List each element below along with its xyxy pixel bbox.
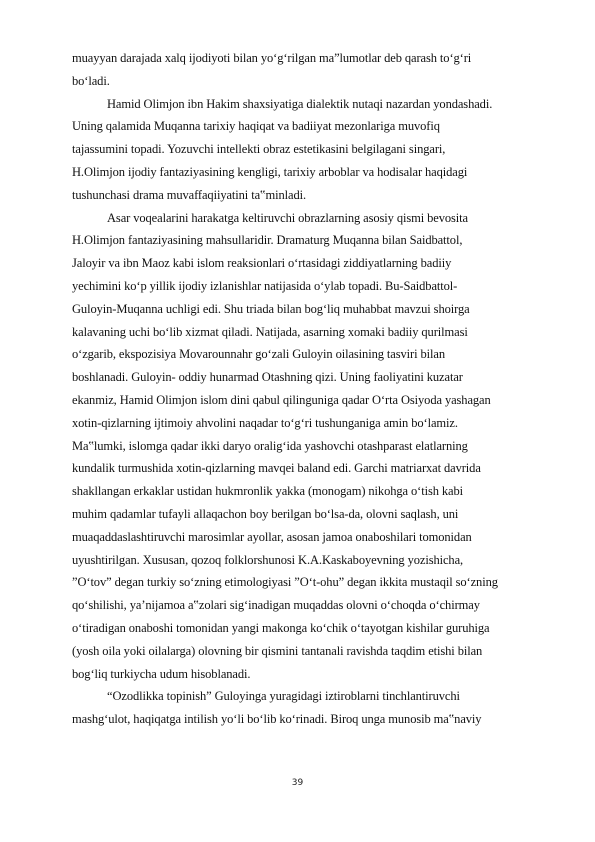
text-line: kundalik turmushida xotin-qizlarning mavqei baland edi. Garchi matriarxat davrida (72, 461, 481, 476)
text-line: Jaloyir va ibn Maoz kabi islom reaksionlari o‘rtasidagi ziddiyatlarning badiiy (72, 256, 452, 271)
text-line: qo‘shilishi, ya’nijamoa a‟zolari sig‘inadigan muqaddas olovni o‘choqda o‘chirmay (72, 598, 480, 613)
text-line: kalavaning uchi bo‘lib xizmat qiladi. Natijada, asarning xomaki badiiy qurilmasi (72, 324, 468, 339)
text-line: tushunchasi drama muvaffaqiiyatini ta‟minladi. (72, 187, 306, 202)
text-line: ekanmiz, Hamid Olimjon islom dini qabul qilinguniga qadar O‘rta Osiyoda yashagan (72, 392, 491, 407)
text-line: (yosh oila yoki oilalarga) olovning bir qismini tantanali ravishda taqdim etishi bilan (72, 643, 483, 658)
text-line: shakllangan erkaklar ustidan hukmronlik yakka (monogam) nikohga o‘tish kabi (72, 484, 464, 499)
text-line: yechimini ko‘p yillik ijodiy izlanishlar natijasida o‘ylab topadi. Bu-Saidbattol- (72, 278, 458, 293)
text-line: xotin-qizlarning ijtimoiy ahvolini naqadar to‘g‘ri tushunganiga amin bo‘lamiz. (72, 415, 458, 430)
text-line: o‘tiradigan onaboshi tomonidan yangi makonga ko‘chik o‘tayotgan kishilar guruhiga (72, 620, 490, 635)
text-line: o‘zgarib, ekspozisiya Movarounnahr go‘zali Guloyin oilasining tasviri bilan (72, 347, 445, 362)
text-line: H.Olimjon fantaziyasining mahsullaridir. Dramaturg Muqanna bilan Saidbattol, (72, 233, 463, 248)
page-number: 39 (291, 778, 304, 788)
text-line: Guloyin-Muqanna uchligi edi. Shu triada bilan bog‘liq muhabbat mavzui shoirga (72, 301, 470, 316)
text-line: Uning qalamida Muqanna tarixiy haqiqat va badiiyat mezonlariga muvofiq (72, 119, 440, 134)
text-line: muayyan darajada xalq ijodiyoti bilan yo‘g‘rilgan ma”lumotlar deb qarash to‘g‘ri (72, 51, 472, 65)
paragraph-first-line: Hamid Olimjon ibn Hakim shaxsiyatiga dialektik nutaqi nazardan yondashadi. (107, 96, 493, 111)
text-line: uyushtirilgan. Xususan, qozoq folklorshunosi K.A.Kaskaboyevning yozishicha, (72, 552, 464, 567)
text-line: muaqaddaslashtiruvchi marosimlar ayollar, asosan jamoa onaboshilari tomonidan (72, 529, 472, 544)
text-line: muhim qadamlar tufayli allaqachon boy berilgan bo‘lsa-da, olovni saqlash, uni (72, 506, 459, 521)
text-line: bog‘liq turkiycha udum hisoblanadi. (72, 666, 251, 681)
text-line: ”O‘tov” degan turkiy so‘zning etimologiyasi ”O‘t-ohu” degan ikkita mustaqil so‘zning (72, 575, 498, 590)
text-line: Ma‟lumki, islomga qadar ikki daryo oralig‘ida yashovchi otashparast elatlarning (72, 438, 468, 453)
text-line: boshlanadi. Guloyin- oddiy hunarmad Otashning qizi. Uning faoliyatini kuzatar (72, 370, 463, 385)
paragraph-first-line: Asar voqealarini harakatga keltiruvchi obrazlarning asosiy qismi bevosita (107, 210, 468, 225)
text-line: H.Olimjon ijodiy fantaziyasining kengligi, tarixiy arboblar va hodisalar haqidagi (72, 164, 468, 179)
text-line: bo‘ladi. (72, 73, 110, 88)
paragraph-first-line: “Ozodlikka topinish” Guloyinga yuragidagi iztiroblarni tinchlantiruvchi (107, 689, 460, 704)
text-line: tajassumini topadi. Yozuvchi intellekti obraz estetikasini belgilagani singari, (72, 142, 446, 157)
document-body (72, 47, 562, 731)
text-line: mashg‘ulot, haqiqatga intilish yo‘li bo‘lib ko‘rinadi. Biroq unga munosib ma‟naviy (72, 712, 482, 727)
